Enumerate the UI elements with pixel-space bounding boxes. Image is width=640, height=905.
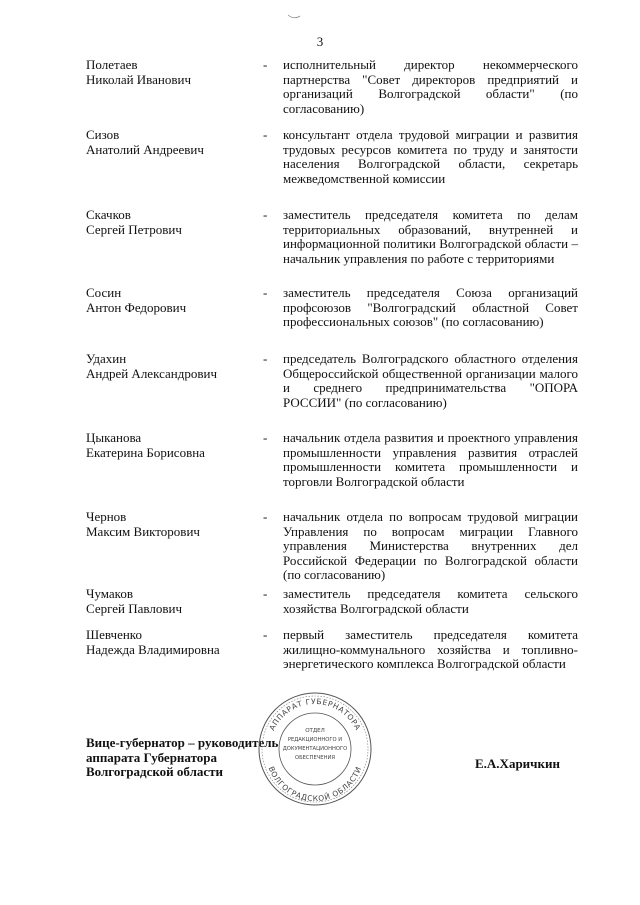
member-given-names: Сергей Петрович xyxy=(86,221,182,237)
scan-mark-icon xyxy=(287,14,301,20)
member-role: исполнительный директор некоммерческого партнерства "Совет директоров предприятий и организаций Волгоградской области" (по согласованию) xyxy=(283,57,578,116)
member-surname: Удахин xyxy=(86,351,127,366)
member-given-names: Антон Федорович xyxy=(86,299,187,315)
member-name xyxy=(86,208,256,237)
member-given-names: Анатолий Андреевич xyxy=(86,141,204,157)
signatory-title-line: аппарата Губернатора xyxy=(86,749,218,765)
separator-dash: - xyxy=(263,285,268,300)
signatory-title-line: Волгоградской области xyxy=(86,764,224,779)
member-surname: Сосин xyxy=(86,285,122,300)
stamp-center-line: РЕДАКЦИОННОГО И xyxy=(287,737,343,743)
member-name xyxy=(86,431,256,460)
member-name xyxy=(86,628,256,657)
stamp-ring-bottom: ВОЛГОГРАДСКОЙ ОБЛАСТИ xyxy=(266,765,364,804)
separator-dash: - xyxy=(263,586,268,601)
member-role: консультант отдела трудовой миграции и развития трудовых ресурсов комитета по труду и занятости населения Волгоградской области, секретарь межведомственной комиссии xyxy=(283,127,578,186)
separator-dash: - xyxy=(263,430,268,445)
member-given-names: Максим Викторович xyxy=(86,523,200,539)
signatory-name: Е.А.Харичкин xyxy=(475,756,560,771)
member-role: начальник отдела по вопросам трудовой миграции Управления по вопросам миграции Главного управления Министерства внутренних дел Российской Федерации по Волгоградской области (по согласованию) xyxy=(283,509,578,582)
stamp-center-line: ОТДЕЛ xyxy=(305,728,325,734)
member-surname: Полетаев xyxy=(86,57,138,72)
member-given-names: Николай Иванович xyxy=(86,71,192,87)
member-name xyxy=(86,510,256,539)
page-number: 3 xyxy=(316,34,324,49)
member-role: начальник отдела развития и проектного управления промышленности управления развития отраслей промышленности комитета промышленности и торговли Волгоградской области xyxy=(283,430,578,489)
separator-dash: - xyxy=(263,207,268,222)
signatory-title-line: Вице-губернатор – руководитель xyxy=(86,735,279,750)
separator-dash: - xyxy=(263,509,268,524)
separator-dash: - xyxy=(263,627,268,642)
member-name xyxy=(86,352,256,381)
member-name xyxy=(86,587,256,616)
stamp-center-line: ДОКУМЕНТАЦИОННОГО xyxy=(282,746,348,752)
svg-text:АППАРАТ ГУБЕРНАТОРА xyxy=(267,697,362,732)
member-surname: Чумаков xyxy=(86,586,133,601)
member-given-names: Сергей Павлович xyxy=(86,600,182,616)
member-role: первый заместитель председателя комитета жилищно-коммунального хозяйства и топливно-энергетического комплекса Волгоградской области xyxy=(283,627,578,671)
svg-text:ВОЛГОГРАДСКОЙ ОБЛАСТИ xyxy=(267,765,364,803)
stamp-center-line: ОБЕСПЕЧЕНИЯ xyxy=(295,755,335,761)
member-name xyxy=(86,58,256,87)
official-stamp xyxy=(256,690,374,808)
member-name xyxy=(86,128,256,157)
member-given-names: Андрей Александрович xyxy=(86,365,217,381)
member-given-names: Екатерина Борисовна xyxy=(86,444,205,460)
member-surname: Чернов xyxy=(86,509,127,524)
member-role: заместитель председателя Союза организаций профсоюзов "Волгоградский областной Совет профессиональных союзов" (по согласованию) xyxy=(283,285,578,329)
separator-dash: - xyxy=(263,351,268,366)
member-role: заместитель председателя комитета сельского хозяйства Волгоградской области xyxy=(283,586,578,616)
stamp-ring-top: АППАРАТ ГУБЕРНАТОРА xyxy=(267,696,363,732)
separator-dash: - xyxy=(263,127,268,142)
member-role: председатель Волгоградского областного отделения Общероссийской общественной организации малого и среднего предпринимательства "ОПОРА РОССИИ" (по согласованию) xyxy=(283,351,578,410)
member-surname: Цыканова xyxy=(86,430,142,445)
member-surname: Сизов xyxy=(86,127,120,142)
member-given-names: Надежда Владимировна xyxy=(86,641,220,657)
member-role: заместитель председателя комитета по делам территориальных образований, внутренней и информационной политики Волгоградской области – начальник управления по работе с территориями xyxy=(283,207,578,266)
member-name xyxy=(86,286,256,315)
separator-dash: - xyxy=(263,57,268,72)
member-surname: Скачков xyxy=(86,207,131,222)
member-surname: Шевченко xyxy=(86,627,142,642)
